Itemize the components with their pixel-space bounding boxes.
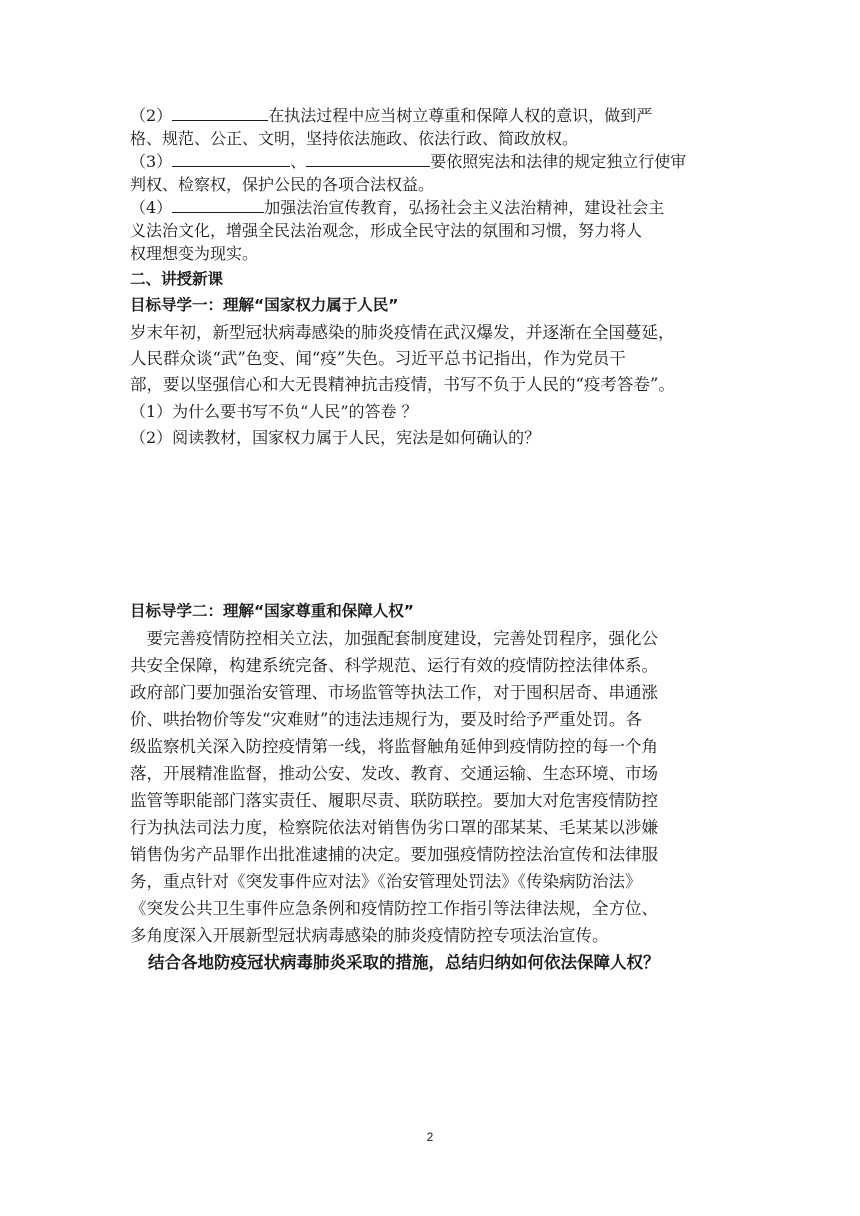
- blank-line[interactable]: [172, 198, 264, 213]
- goal1-paragraph-line: 部，要以坚强信心和大无畏精神抗击疫情，书写不负于人民的“疫考答卷”。: [130, 375, 675, 394]
- goal1-paragraph-line: 人民群众谈“武”色变、闻“疫”失色。习近平总书记指出，作为党员干: [130, 349, 626, 368]
- fill-item-4: [130, 196, 664, 219]
- fill-item-2: [130, 104, 652, 127]
- item-text: 加强法治宣传教育，弘扬社会主义法治精神，建设社会主: [264, 198, 665, 217]
- item-number: （2）: [130, 106, 173, 125]
- goal2-paragraph-line: 《突发公共卫生事件应急条例和疫情防控工作指引等法律法规，全方位、: [130, 899, 658, 918]
- item-number: （4）: [130, 198, 173, 217]
- goal2-paragraph-line: 监管等职能部门落实责任、履职尽责、联防联控。要加大对危害疫情防控: [130, 791, 658, 810]
- goal2-paragraph-line: 共安全保障，构建系统完备、科学规范、运行有效的疫情防控法律体系。: [130, 656, 658, 675]
- fill-item-4-cont: 义法治文化，增强全民法治观念，形成全民守法的氛围和习惯，努力将人: [130, 221, 643, 240]
- goal1-question-1: （1）为什么要书写不负“人民”的答卷 ？: [130, 402, 418, 421]
- goal2-heading: 目标导学二：理解“国家尊重和保障人权”: [130, 602, 414, 620]
- goal2-paragraph-line: 销售伪劣产品罪作出批准逮捕的决定。要加强疫情防控法治宣传和法律服: [130, 845, 658, 864]
- section-heading: 二、讲授新课: [130, 270, 224, 288]
- goal2-paragraph-line: 务，重点针对《突发事件应对法》《治安管理处罚法》《传染病防治法》: [130, 872, 642, 891]
- goal1-paragraph-line: 岁末年初，新型冠状病毒感染的肺炎疫情在武汉爆发，并逐渐在全国蔓延，: [130, 323, 675, 342]
- goal2-paragraph-line: 落，开展精准监督，推动公安、发改、教育、交通运输、生态环境、市场: [130, 764, 658, 783]
- page-number: 2: [426, 1130, 434, 1144]
- goal2-paragraph-line: 多角度深入开展新型冠状病毒感染的肺炎疫情防控专项法治宣传。: [130, 926, 609, 945]
- fill-item-2-cont: 格、规范、公正、文明，坚持依法施政、依法行政、简政放权。: [130, 129, 579, 148]
- goal1-heading: 目标导学一：理解“国家权力属于人民”: [130, 296, 399, 314]
- blank-line[interactable]: [172, 106, 268, 121]
- blank-line[interactable]: [306, 152, 430, 167]
- goal1-question-2: （2）阅读教材，国家权力属于人民，宪法是如何确认的？: [130, 428, 541, 447]
- goal2-paragraph-line: 价、哄抬物价等发“灾难财”的违法违规行为，要及时给予严重处罚。各: [130, 710, 642, 729]
- fill-item-3: [130, 150, 686, 173]
- item-text: 在执法过程中应当树立尊重和保障人权的意识，做到严: [268, 106, 653, 125]
- separator: 、: [290, 152, 307, 171]
- goal2-paragraph-line: 要完善疫情防控相关立法，加强配套制度建设，完善处罚程序，强化公: [130, 629, 658, 648]
- item-text: 要依照宪法和法律的规定独立行使审: [430, 152, 687, 171]
- goal2-question: 结合各地防疫冠状病毒肺炎采取的措施，总结归纳如何依法保障人权？: [148, 953, 660, 972]
- item-number: （3）: [130, 152, 173, 171]
- fill-item-4-cont2: 权理想变为现实。: [130, 244, 259, 263]
- goal2-paragraph-line: 行为执法司法力度，检察院依法对销售伪劣口罩的邵某某、毛某某以涉嫌: [130, 818, 658, 837]
- goal2-paragraph-line: 政府部门要加强治安管理、市场监管等执法工作，对于囤积居奇、串通涨: [130, 683, 658, 702]
- fill-item-3-cont: 判权、检察权，保护公民的各项合法权益。: [130, 175, 435, 194]
- blank-line[interactable]: [172, 152, 290, 167]
- goal2-paragraph-line: 级监察机关深入防控疫情第一线，将监督触角延伸到疫情防控的每一个角: [130, 737, 658, 756]
